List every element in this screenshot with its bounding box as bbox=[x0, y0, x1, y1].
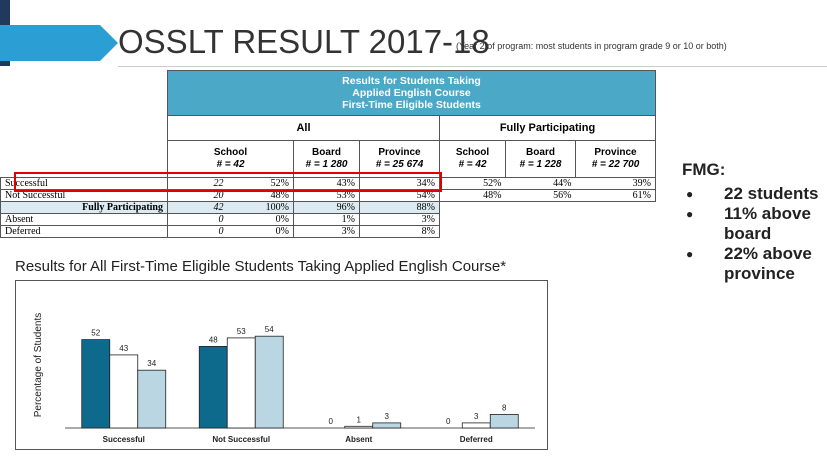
table-row bbox=[1, 202, 656, 214]
cell-board: 43% bbox=[294, 178, 360, 190]
column-header bbox=[440, 141, 506, 178]
column-count: # = 42 bbox=[216, 159, 245, 170]
highlight-box bbox=[14, 172, 442, 192]
cell-count: 20 bbox=[168, 190, 228, 202]
chart-bar bbox=[462, 423, 490, 428]
row-label: Not Successful bbox=[1, 190, 168, 202]
table-banner bbox=[168, 71, 656, 116]
column-count: # = 22 700 bbox=[591, 159, 640, 170]
column-count: # = 1 280 bbox=[305, 159, 348, 170]
blank-cell bbox=[1, 71, 168, 116]
table-row bbox=[1, 214, 656, 226]
cell-fp-board: 44% bbox=[506, 178, 576, 190]
data-label: 52 bbox=[91, 328, 101, 338]
chart-bar bbox=[138, 370, 166, 428]
column-header bbox=[506, 141, 576, 178]
chart-bar bbox=[199, 346, 227, 428]
blank-cell bbox=[440, 226, 656, 238]
cell-province: 34% bbox=[360, 178, 440, 190]
chart-bar bbox=[373, 423, 401, 428]
cell-province: 8% bbox=[360, 226, 440, 238]
x-tick-label: Absent bbox=[345, 435, 373, 444]
column-header bbox=[576, 141, 656, 178]
cell-province: 54% bbox=[360, 190, 440, 202]
column-count: # = 42 bbox=[458, 159, 487, 170]
data-label: 0 bbox=[328, 417, 333, 426]
chart-bar bbox=[82, 340, 110, 428]
cell-fp-province: 61% bbox=[576, 190, 656, 202]
column-name: Province bbox=[378, 147, 421, 158]
cell-board: 1% bbox=[294, 214, 360, 226]
x-tick-label: Not Successful bbox=[212, 435, 271, 444]
column-name: School bbox=[213, 147, 248, 158]
cell-school: 100% bbox=[228, 202, 294, 214]
data-label: 3 bbox=[384, 411, 389, 421]
blank-cell bbox=[440, 202, 656, 214]
chart-bar bbox=[490, 414, 518, 428]
table-row bbox=[1, 226, 656, 238]
cell-count: 0 bbox=[168, 226, 228, 238]
data-label: 34 bbox=[147, 359, 157, 369]
data-label: 43 bbox=[119, 343, 129, 353]
column-count: # = 1 228 bbox=[519, 159, 562, 170]
results-table bbox=[0, 70, 656, 238]
data-label: 3 bbox=[474, 411, 479, 421]
cell-count: 0 bbox=[168, 214, 228, 226]
column-name: School bbox=[455, 147, 490, 158]
cell-school: 52% bbox=[228, 178, 294, 190]
data-label: 8 bbox=[502, 403, 507, 413]
data-label: 48 bbox=[208, 335, 218, 345]
list-item: ● 22 students bbox=[682, 184, 824, 204]
row-label: Successful bbox=[1, 178, 168, 190]
cell-fp-school: 52% bbox=[440, 178, 506, 190]
chart-title: Results for All First-Time Eligible Students Taking Applied English Course* bbox=[15, 258, 507, 275]
column-count: # = 25 674 bbox=[375, 159, 424, 170]
fmg-heading: FMG: bbox=[682, 160, 726, 179]
group-header-all: All bbox=[168, 116, 440, 141]
banner-line: First-Time Eligible Students bbox=[342, 99, 481, 111]
cell-count: 42 bbox=[168, 202, 228, 214]
cell-school: 0% bbox=[228, 226, 294, 238]
x-tick-label: Successful bbox=[102, 435, 145, 444]
cell-fp-board: 56% bbox=[506, 190, 576, 202]
chart-bar bbox=[227, 338, 255, 428]
blank-cell bbox=[1, 116, 168, 141]
x-tick-label: Deferred bbox=[459, 435, 493, 444]
cell-board: 96% bbox=[294, 202, 360, 214]
bar-chart bbox=[15, 280, 548, 450]
column-name: Province bbox=[594, 147, 637, 158]
arrow-banner-icon bbox=[0, 25, 118, 61]
title-divider bbox=[118, 66, 827, 67]
data-label: 0 bbox=[446, 417, 451, 426]
cell-board: 53% bbox=[294, 190, 360, 202]
cell-province: 3% bbox=[360, 214, 440, 226]
chart-bar bbox=[345, 426, 373, 428]
cell-province: 88% bbox=[360, 202, 440, 214]
chart-bar bbox=[255, 336, 283, 428]
cell-board: 3% bbox=[294, 226, 360, 238]
list-item: ● 22% above province bbox=[682, 244, 824, 284]
cell-count: 22 bbox=[168, 178, 228, 190]
column-name: Board bbox=[526, 147, 555, 158]
page-title: OSSLT RESULT 2017-18 bbox=[118, 23, 490, 60]
chart-bar bbox=[110, 355, 138, 428]
blank-cell bbox=[440, 214, 656, 226]
list-item: ● 11% above board bbox=[682, 204, 824, 244]
cell-fp-province: 39% bbox=[576, 178, 656, 190]
banner-line: Applied English Course bbox=[352, 87, 471, 99]
data-label: 54 bbox=[264, 325, 274, 335]
row-label: Fully Participating bbox=[1, 202, 168, 214]
cell-school: 48% bbox=[228, 190, 294, 202]
row-label: Deferred bbox=[1, 226, 168, 238]
fmg-list bbox=[682, 184, 824, 284]
cell-fp-school: 48% bbox=[440, 190, 506, 202]
y-axis-label: Percentage of Students bbox=[33, 312, 44, 418]
row-label: Absent bbox=[1, 214, 168, 226]
cell-school: 0% bbox=[228, 214, 294, 226]
column-name: Board bbox=[312, 147, 341, 158]
data-label: 53 bbox=[236, 326, 246, 336]
page-subtitle: (Year 2 of program: most students in program grade 9 or 10 or both) bbox=[456, 41, 727, 51]
banner-line: Results for Students Taking bbox=[342, 75, 481, 87]
group-header-fully-participating: Fully Participating bbox=[440, 116, 656, 141]
data-label: 1 bbox=[356, 415, 361, 425]
